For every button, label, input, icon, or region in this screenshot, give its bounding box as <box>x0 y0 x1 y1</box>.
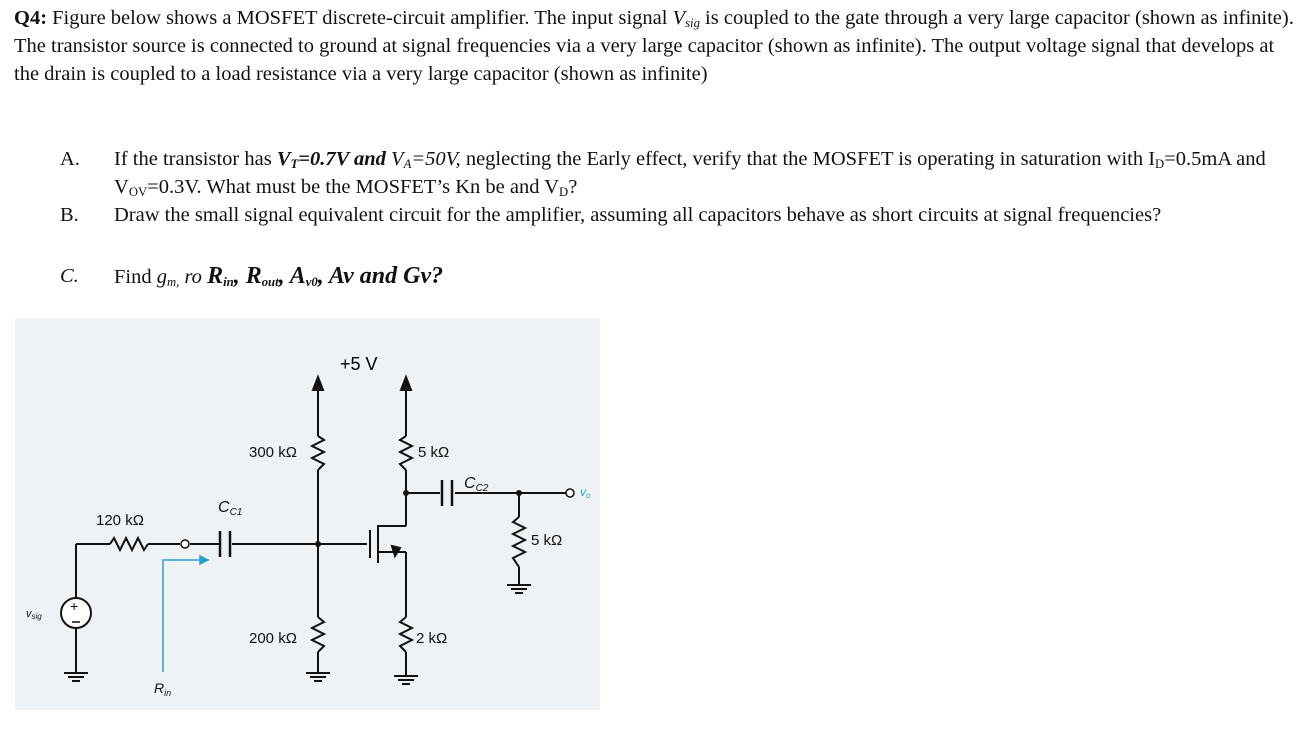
r-s-label: 2 kΩ <box>416 630 448 647</box>
r-sig-label: 120 kΩ <box>96 512 144 529</box>
output-terminal <box>566 489 574 497</box>
vsig-label: vsig <box>26 608 42 621</box>
vo-label: vo <box>580 485 591 500</box>
r-d-label: 5 kΩ <box>418 444 450 461</box>
part-b-text: Draw the small signal equivalent circuit for the amplifier, assuming all capacitors behave as short circuits at signal frequencies? <box>114 204 1162 226</box>
part-b-label: B. <box>60 204 79 226</box>
rin-label: $R_{in}$ <box>154 680 172 698</box>
question-intro: Q4: Figure below shows a MOSFET discrete-circuit amplifier. The input signal $V_{sig}$ is coupled to the gate through a very large capacitor (shown as infinite). The transistor source is connected to ground at signal frequencies via a very large capacitor (shown as infinite). The output voltage signal that develops at the drain is coupled to a load resistance via a very large capacitor (shown as infinite) <box>14 7 1294 85</box>
r-g2-label: 200 kΩ <box>249 630 297 647</box>
svg-text:+: + <box>70 598 79 614</box>
question-number: Q4: <box>14 7 48 29</box>
part-a-text: If the transistor has $V_T=0.7V$ and $V_A=50V$, neglecting the Early effect, verify that the MOSFET is operating in saturation with $I_D=0.5mA$ and $V_{OV}=0.3V$. What must be the MOSFET’s Kn be and $V_D$? <box>114 148 1266 200</box>
mosfet-amplifier-circuit <box>15 318 600 710</box>
supply-label: +5 V <box>340 354 378 374</box>
signal-source <box>61 598 91 628</box>
c2-label: CC2 <box>464 475 489 494</box>
c1-label: CC1 <box>218 499 243 518</box>
input-terminal <box>181 540 189 548</box>
r-l-label: 5 kΩ <box>531 532 563 549</box>
part-a-label: A. <box>60 148 80 170</box>
part-c-text: Find $g_{m,}$ ro $R_{in}$, $R_{out}$, $A_{v0}$, Av and Gv? <box>114 263 444 290</box>
r-g1-label: 300 kΩ <box>249 444 297 461</box>
part-c-label: C. <box>60 265 79 287</box>
